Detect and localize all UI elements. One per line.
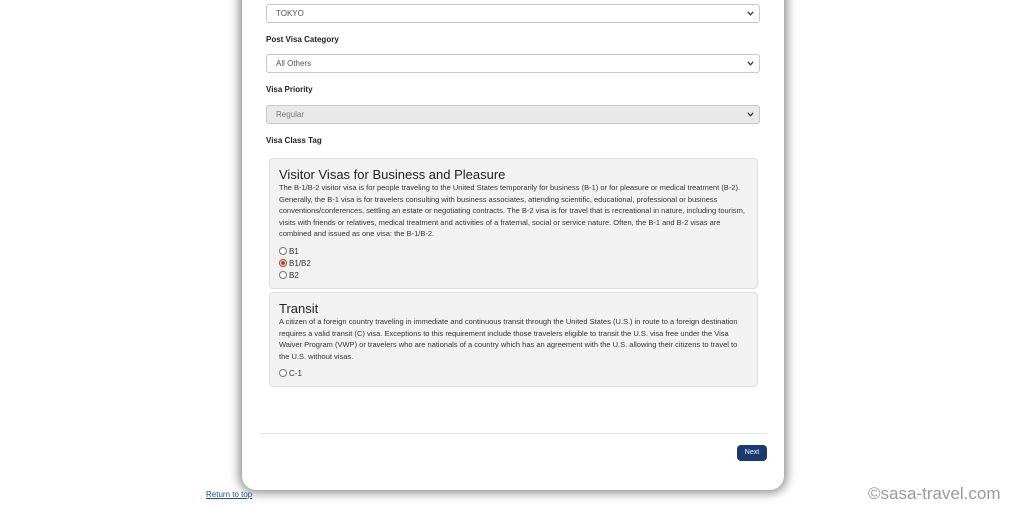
city-select-value: TOKYO (276, 9, 304, 18)
chevron-down-icon (747, 5, 754, 16)
visa-priority-label: Visa Priority (266, 85, 313, 94)
chevron-down-icon (747, 55, 754, 66)
panel-description: A citizen of a foreign country traveling in immediate and continuous transit through the United States (U.S.) in route to a foreign destination requires a valid transit (C) visa. Exceptions to this requirement include those travelers eligible to transit the U.S. visa free under the Visa Waiver Program (VWP) or travelers who are nationals of a country which has an agreement with the U.S. allowing their citizens to travel to the U.S. without visas. (279, 317, 738, 361)
radio-label: C-1 (289, 368, 302, 378)
radio-option-b1[interactable] (279, 246, 299, 256)
panel-title: Visitor Visas for Business and Pleasure (279, 167, 506, 182)
visa-class-panel-visitor (269, 158, 758, 289)
panel-description: The B-1/B-2 visitor visa is for people traveling to the United States temporarily for business (B-1) or for pleasure or medical treatment (B-2). Generally, the B-1 visa is for travelers consulting with business associates, attending scientific, educational, professional or business conventions/conferences, settling an estate or negotiating contracts. The B-2 visa is for travel that is recreational in nature, including tourism, visits with friends or relatives, medical treatment and activities of a fraternal, social or service nature. Often, the B-1 and B-2 visas are combined and issued as one visa: the B-1/B-2. (279, 183, 745, 238)
post-visa-category-label: Post Visa Category (266, 35, 339, 44)
visa-priority-value: Regular (276, 110, 305, 119)
chevron-down-icon (747, 106, 754, 117)
radio-option-b2[interactable] (279, 270, 299, 280)
footer-divider (259, 433, 767, 434)
radio-label: B1 (289, 246, 299, 256)
radio-label: B2 (289, 270, 299, 280)
radio-unchecked-icon[interactable] (279, 247, 287, 255)
radio-checked-icon[interactable] (279, 259, 287, 267)
visa-class-tag-label: Visa Class Tag (266, 136, 322, 145)
radio-label: B1/B2 (289, 258, 311, 268)
next-button[interactable]: Next (737, 445, 767, 461)
visa-class-panel-transit (269, 292, 758, 387)
radio-unchecked-icon[interactable] (279, 369, 287, 377)
watermark: ©sasa-travel.com (868, 484, 1001, 503)
panel-title: Transit (279, 301, 319, 316)
radio-option-c1[interactable] (279, 368, 302, 378)
radio-unchecked-icon[interactable] (279, 271, 287, 279)
return-to-top-link[interactable]: Return to top (206, 490, 253, 499)
visa-priority-select[interactable] (266, 105, 760, 124)
post-visa-category-select[interactable] (266, 54, 760, 73)
radio-option-b1-b2[interactable] (279, 258, 311, 268)
city-select[interactable] (266, 4, 760, 23)
post-visa-category-value: All Others (276, 59, 312, 68)
